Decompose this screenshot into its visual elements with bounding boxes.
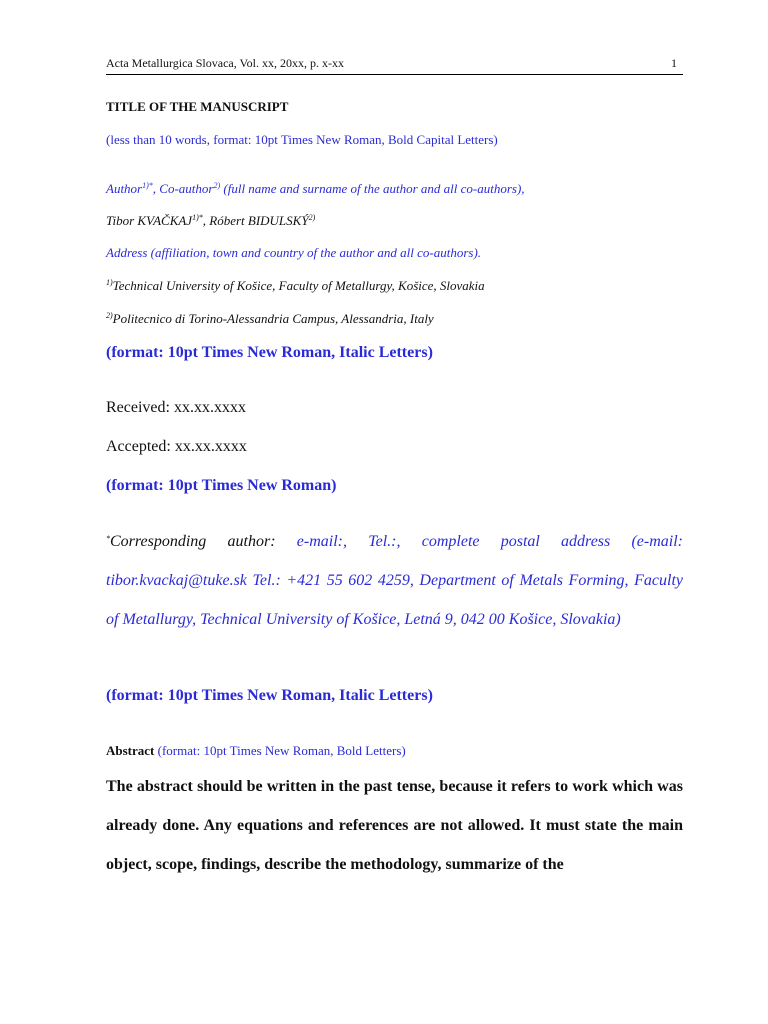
author-name-separator: ,: [202, 213, 210, 228]
accepted-date: Accepted: xx.xx.xxxx: [106, 438, 247, 455]
address-note: Address (affiliation, town and country of the author and all co-authors).: [106, 245, 482, 260]
title-format-note: (less than 10 words, format: 10pt Times New Roman, Bold Capital Letters): [106, 132, 498, 147]
affiliation-1-text: Technical University of Košice, Faculty of Metallurgy, Košice, Slovakia: [112, 278, 485, 293]
journal-citation: Acta Metallurgica Slovaca, Vol. xx, 20xx, p. x-xx: [106, 56, 344, 70]
corresponding-star: *: [106, 534, 110, 543]
author-note: (full name and surname of the author and all co-authors),: [220, 181, 525, 196]
affiliation-1: [106, 278, 485, 294]
author-names-line: [106, 213, 315, 229]
affiliation-1-marker: 1): [106, 278, 113, 287]
coauthor-placeholder: Co-author: [159, 181, 214, 196]
affiliation-2-marker: 2): [106, 311, 113, 320]
coauthor-affiliation-marker: 2): [213, 181, 221, 190]
received-date: Received: xx.xx.xxxx: [106, 399, 246, 416]
abstract-heading: Abstract: [106, 743, 155, 758]
author-name-1: Tibor KVAČKAJ: [106, 213, 193, 228]
corresponding-details: e-mail:, Tel.:, complete postal address (e-mail: tibor.kvackaj@tuke.sk Tel.: +421 55 602 4259, Department of Metals Forming, Faculty of Metallurgy, Technical University of Košice, Letná 9, 042 00 Košice, Slovakia): [106, 533, 684, 628]
author-1-marker: 1)*: [192, 213, 203, 222]
author-2-marker: 2): [308, 213, 316, 222]
manuscript-title: TITLE OF THE MANUSCRIPT: [106, 99, 289, 114]
authors-format-note: (format: 10pt Times New Roman, Italic Letters): [106, 344, 433, 361]
abstract-heading-line: [106, 743, 406, 759]
author-name-2: Róbert BIDULSKÝ: [209, 213, 309, 228]
author-placeholder: Author: [106, 181, 143, 196]
corresponding-label: Corresponding author:: [110, 533, 276, 550]
author-affiliation-marker: 1)*: [142, 181, 153, 190]
affiliation-2-text: Politecnico di Torino-Alessandria Campus, Alessandria, Italy: [112, 311, 434, 326]
dates-format-note: (format: 10pt Times New Roman): [106, 477, 337, 494]
page-number: 1: [671, 56, 677, 70]
author-template-line: [106, 181, 525, 197]
abstract-text: The abstract should be written in the past tense, because it refers to work which was already done. Any equations and references are not allowed. It must state the main object, scope, findings, describe the methodology, summarize of the: [106, 778, 683, 873]
abstract-format-note: (format: 10pt Times New Roman, Bold Letters): [154, 743, 406, 758]
corresponding-format-note: (format: 10pt Times New Roman, Italic Letters): [106, 687, 433, 704]
author-separator: ,: [152, 181, 160, 196]
corresponding-author-block: [106, 522, 683, 639]
affiliation-2: [106, 311, 434, 327]
running-header: [106, 56, 683, 75]
